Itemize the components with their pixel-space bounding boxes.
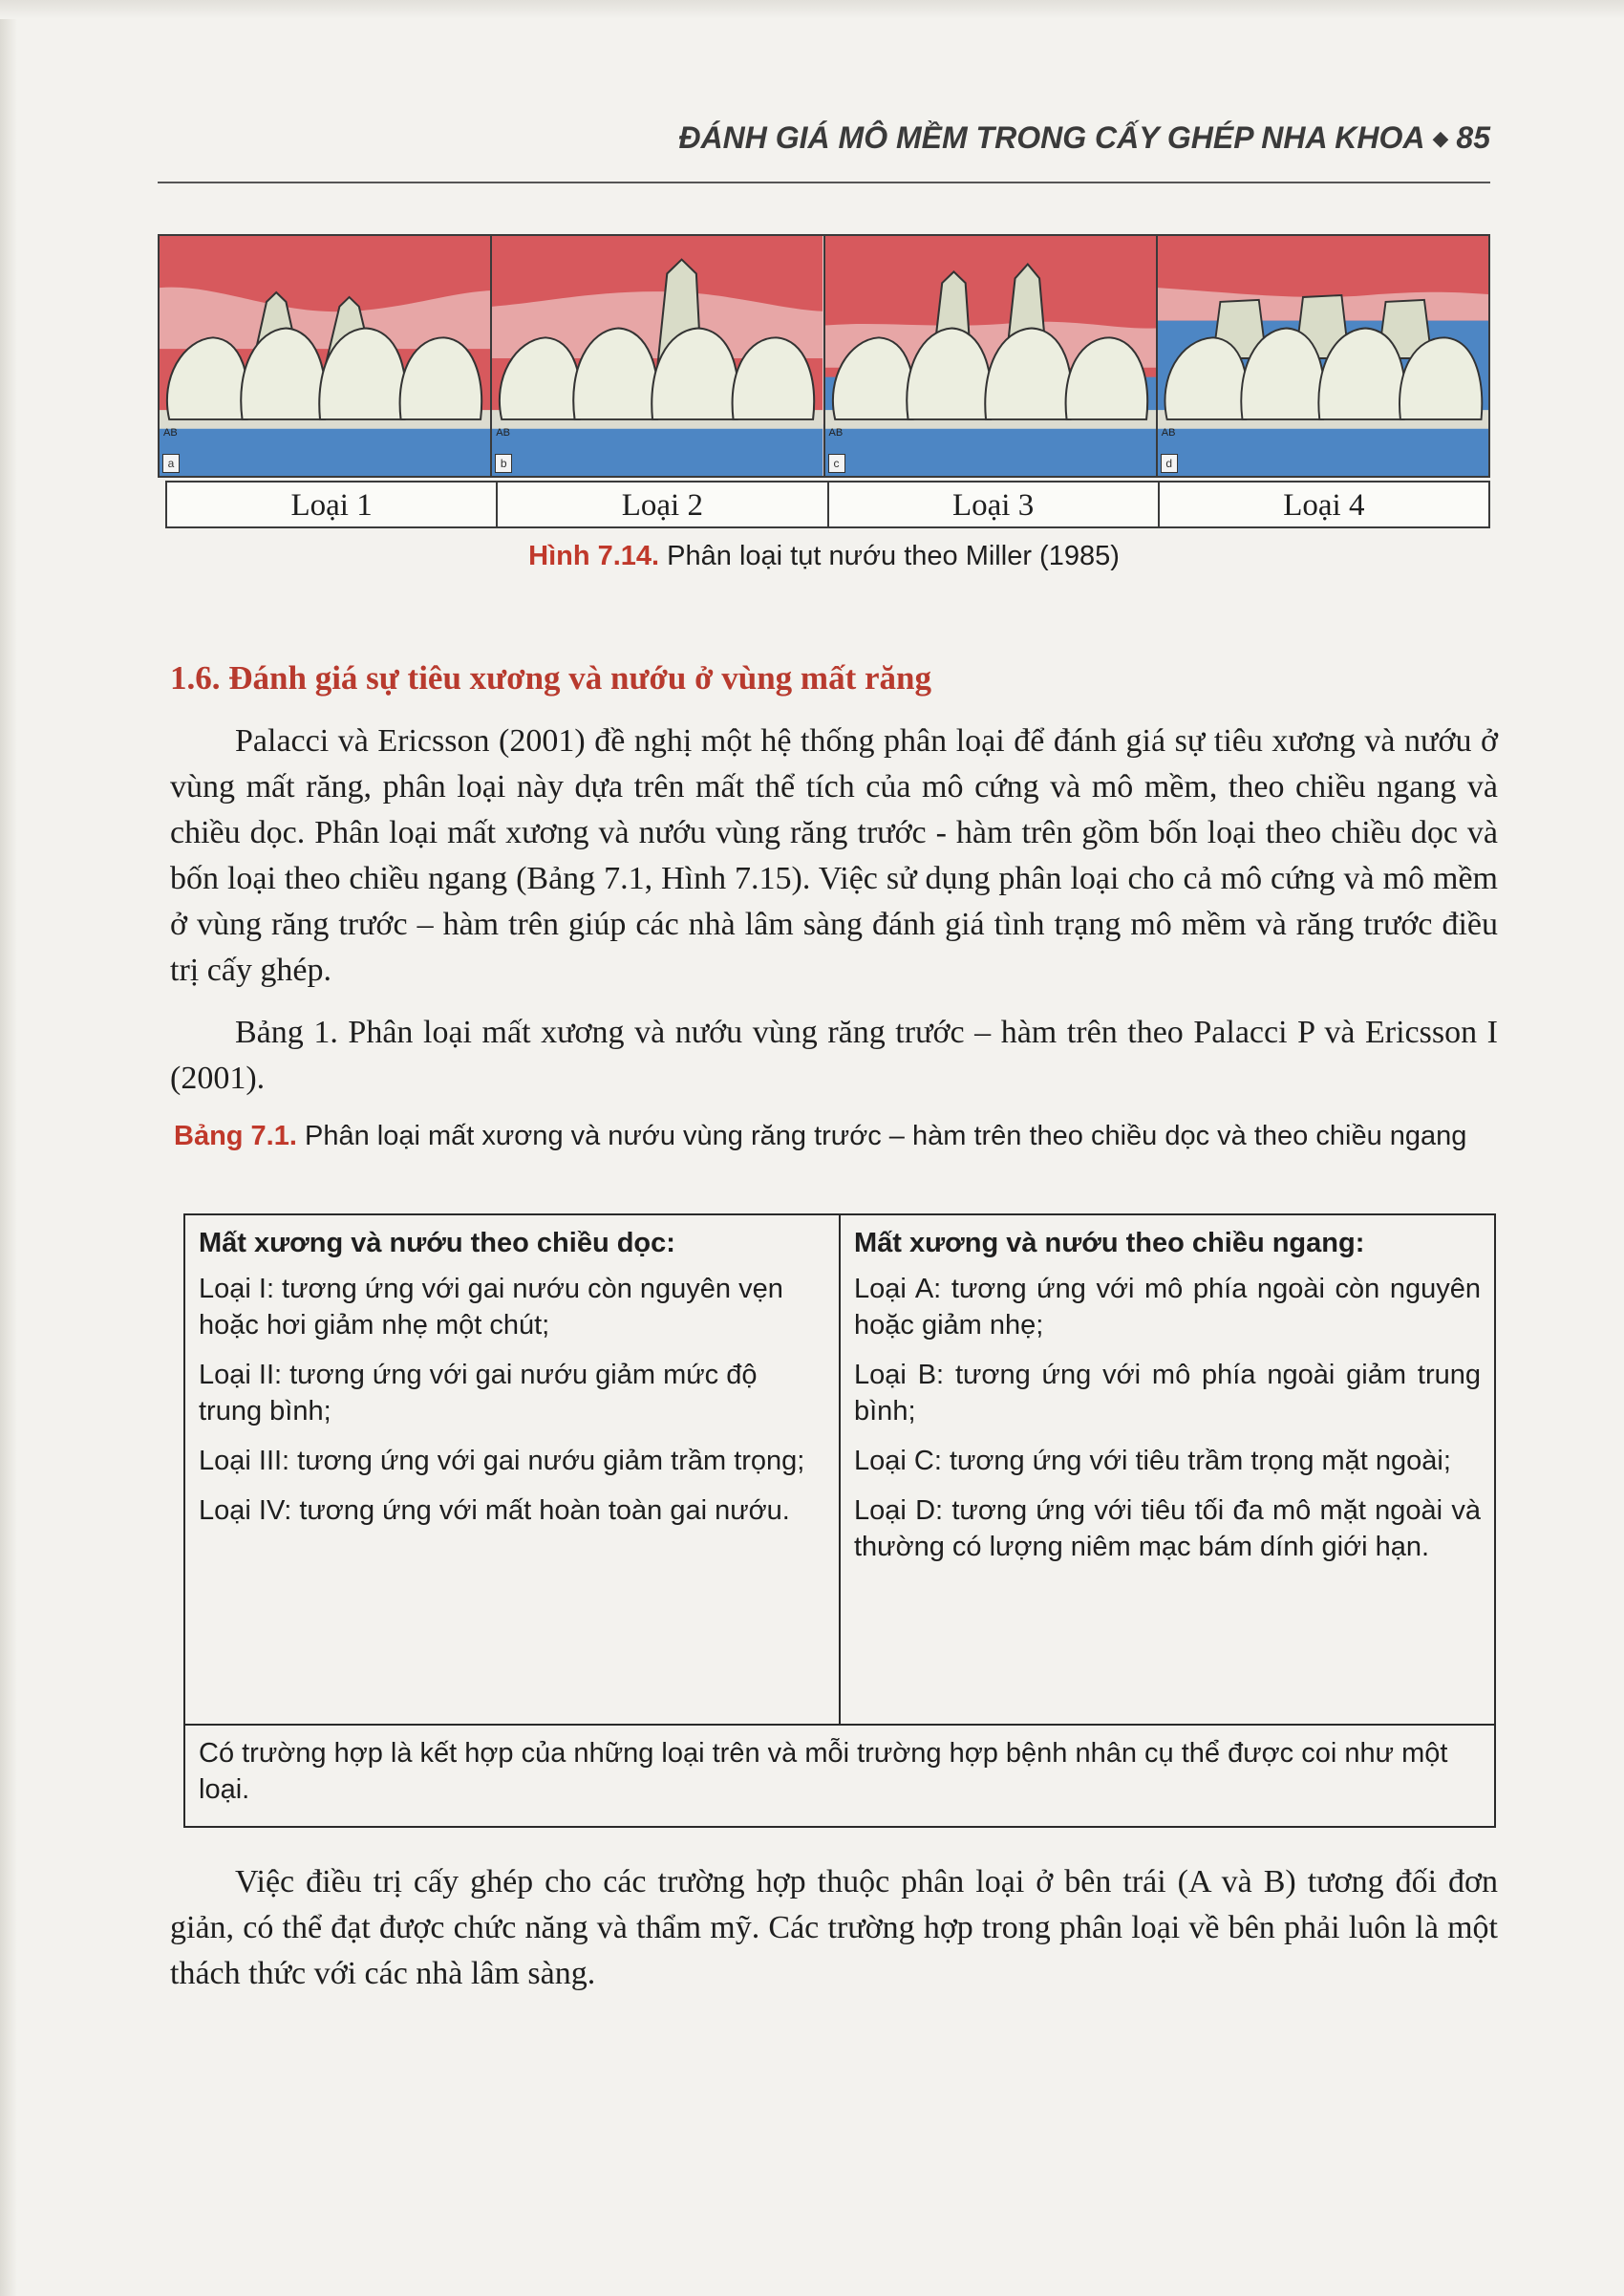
figure-panel-d [1158, 236, 1488, 476]
figure-panels [158, 234, 1490, 478]
panel-tag: AB [1161, 427, 1176, 439]
figure-panel-a [160, 236, 492, 476]
page-edge [0, 0, 17, 2296]
panel-letter: b [495, 454, 512, 473]
panel-letter: d [1161, 454, 1178, 473]
figure-7-14 [158, 234, 1490, 545]
figure-caption-number: Hình 7.14. [528, 541, 660, 571]
panel-letter: a [162, 454, 180, 473]
table-row [185, 1215, 1494, 1724]
table-item: Loại C: tương ứng với tiêu trầm trọng mặt ngoài; [854, 1446, 1451, 1476]
figure-caption [158, 541, 1490, 572]
table-column-vertical [185, 1215, 839, 1724]
running-header [621, 120, 1490, 156]
table-caption-text: Phân loại mất xương và nướu vùng răng trước – hàm trên theo chiều dọc và theo chiều ngang [296, 1121, 1467, 1151]
figure-label-4: Loại 4 [1283, 488, 1365, 523]
panel-tag: AB [496, 427, 510, 439]
figure-label-3: Loại 3 [829, 483, 1160, 526]
figure-caption-text: Phân loại tụt nướu theo Miller (1985) [659, 541, 1120, 571]
teeth-illustration-b [492, 236, 823, 476]
panel-letter: c [828, 454, 845, 473]
figure-labels [165, 481, 1490, 528]
table-caption [174, 1115, 1502, 1157]
diamond-icon: ◆ [1432, 126, 1449, 150]
table-header-vertical: Mất xương và nướu theo chiều dọc: [199, 1228, 675, 1258]
page-number: 85 [1456, 120, 1490, 155]
section-title: 1.6. Đánh giá sự tiêu xương và nướu ở vùng mất răng [170, 659, 931, 697]
table-item: Loại III: tương ứng với gai nướu giảm trầm trọng; [199, 1446, 805, 1476]
closing-paragraph: Việc điều trị cấy ghép cho các trường hợp thuộc phân loại ở bên trái (A và B) tương đối đơn giản, có thể đạt được chức năng và thẩm mỹ. Các trường hợp trong phân loại về bên phải luôn là một thách thức với các nhà lâm sàng. [170, 1864, 1498, 1991]
table-item: Loại IV: tương ứng với mất hoàn toàn gai nướu. [199, 1495, 790, 1526]
table-footer: Có trường hợp là kết hợp của những loại trên và mỗi trường hợp bệnh nhân cụ thể được coi như một loại. [185, 1724, 1494, 1826]
page-edge-top [0, 0, 1624, 19]
teeth-illustration-d [1158, 236, 1488, 476]
teeth-illustration-c [825, 236, 1156, 476]
table-item: Loại A: tương ứng với mô phía ngoài còn nguyên hoặc giảm nhẹ; [854, 1274, 1481, 1341]
header-rule [158, 182, 1490, 183]
table-item: Loại D: tương ứng với tiêu tối đa mô mặt ngoài và thường có lượng niêm mạc bám dính giới hạn. [854, 1495, 1481, 1562]
section-paragraph-1: Palacci và Ericsson (2001) đề nghị một hệ thống phân loại để đánh giá sự tiêu xương và nướu ở vùng mất răng, phân loại này dựa trên mất thể tích của mô cứng và mô mềm, theo chiều ngang và chiều dọc. Phân loại mất xương và nướu vùng răng trước - hàm trên gồm bốn loại theo chiều dọc và bốn loại theo chiều ngang (Bảng 7.1, Hình 7.15). Việc sử dụng phân loại cho cả mô cứng và mô mềm ở vùng răng trước – hàm trên giúp các nhà lâm sàng đánh giá tình trạng mô mềm và răng trước điều trị cấy ghép. [170, 723, 1498, 988]
classification-table [183, 1213, 1496, 1828]
figure-panel-b [492, 236, 824, 476]
teeth-illustration-a [160, 236, 490, 476]
table-item: Loại B: tương ứng với mô phía ngoài giảm trung bình; [854, 1360, 1481, 1427]
section-paragraph-2: Bảng 1. Phân loại mất xương và nướu vùng răng trước – hàm trên theo Palacci P và Ericsson I (2001). [170, 1015, 1498, 1096]
table-header-horizontal: Mất xương và nướu theo chiều ngang: [854, 1228, 1365, 1258]
header-title: ĐÁNH GIÁ MÔ MỀM TRONG CẤY GHÉP NHA KHOA [678, 120, 1425, 155]
panel-tag: AB [163, 427, 178, 439]
figure-panel-c [825, 236, 1158, 476]
table-column-horizontal [839, 1215, 1494, 1724]
panel-tag: AB [828, 427, 844, 439]
table-caption-number: Bảng 7.1. [174, 1121, 297, 1151]
figure-label-2: Loại 2 [498, 483, 828, 526]
figure-label-1: Loại 1 [167, 483, 498, 526]
table-item: Loại II: tương ứng với gai nướu giảm mức độ trung bình; [199, 1360, 758, 1427]
table-item: Loại I: tương ứng với gai nướu còn nguyên vẹn hoặc hơi giảm nhẹ một chút; [199, 1274, 783, 1341]
